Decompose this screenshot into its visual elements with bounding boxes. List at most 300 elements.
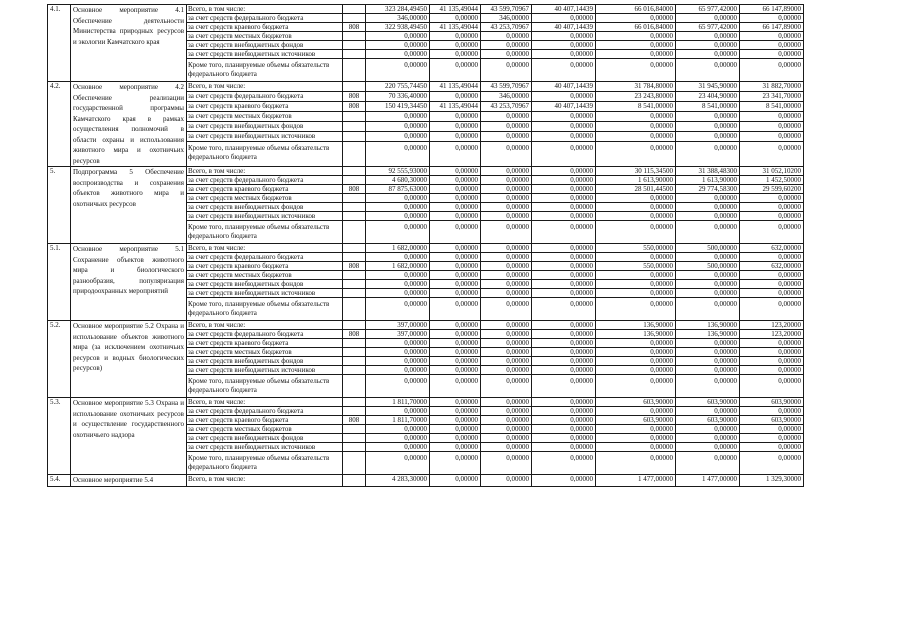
amount-cell: 0,00000 xyxy=(430,212,481,221)
amount-cell: 0,00000 xyxy=(430,176,481,185)
budget-code xyxy=(343,357,366,366)
amount-cell: 136,90000 xyxy=(676,321,740,330)
funding-source: за счет средств местных бюджетов xyxy=(187,32,343,41)
amount-cell: 603,90000 xyxy=(596,416,676,425)
budget-code xyxy=(343,121,366,131)
budget-code: 808 xyxy=(343,91,366,101)
amount-cell: 0,00000 xyxy=(430,50,481,59)
amount-cell: 0,00000 xyxy=(532,141,596,166)
amount-cell: 40 407,14439 xyxy=(532,23,596,32)
amount-cell: 0,00000 xyxy=(596,111,676,121)
measure-name: Основное мероприятие 4.2 Обеспечение реализации государственной программы Камчатского края в рамках осуществления полномочий в области охраны и использования животного мира и охотничьих ресурсов xyxy=(71,82,187,167)
amount-cell: 0,00000 xyxy=(740,366,804,375)
budget-code: 808 xyxy=(343,330,366,339)
funding-source: Кроме того, планируемые объемы обязательств федерального бюджета xyxy=(187,59,343,82)
amount-cell: 0,00000 xyxy=(676,443,740,452)
amount-cell: 0,00000 xyxy=(481,253,532,262)
amount-cell: 0,00000 xyxy=(366,434,430,443)
amount-cell: 0,00000 xyxy=(740,212,804,221)
funding-source: Кроме того, планируемые объемы обязательств федерального бюджета xyxy=(187,375,343,398)
amount-cell: 0,00000 xyxy=(430,185,481,194)
amount-cell: 0,00000 xyxy=(366,203,430,212)
amount-cell: 0,00000 xyxy=(430,244,481,253)
budget-code xyxy=(343,339,366,348)
amount-cell: 603,90000 xyxy=(676,398,740,407)
amount-cell: 0,00000 xyxy=(532,212,596,221)
amount-cell: 0,00000 xyxy=(430,59,481,82)
amount-cell: 0,00000 xyxy=(481,280,532,289)
budget-code xyxy=(343,203,366,212)
amount-cell: 0,00000 xyxy=(430,398,481,407)
funding-source: за счет средств внебюджетных фондов xyxy=(187,357,343,366)
amount-cell: 0,00000 xyxy=(481,298,532,321)
amount-cell: 500,00000 xyxy=(676,244,740,253)
amount-cell: 0,00000 xyxy=(430,416,481,425)
measure-name: Основное мероприятие 5.1 Сохранение объектов животного мира и биологического разнообразия, популяризация природоохранных мероприятий xyxy=(71,244,187,321)
funding-source: за счет средств краевого бюджета xyxy=(187,416,343,425)
amount-cell: 0,00000 xyxy=(740,434,804,443)
amount-cell: 0,00000 xyxy=(430,298,481,321)
amount-cell: 0,00000 xyxy=(740,221,804,244)
amount-cell: 500,00000 xyxy=(676,262,740,271)
amount-cell: 0,00000 xyxy=(740,32,804,41)
budget-code xyxy=(343,434,366,443)
amount-cell: 0,00000 xyxy=(532,203,596,212)
amount-cell: 0,00000 xyxy=(532,50,596,59)
amount-cell: 0,00000 xyxy=(596,425,676,434)
amount-cell: 0,00000 xyxy=(481,407,532,416)
amount-cell: 0,00000 xyxy=(430,121,481,131)
amount-cell: 123,20000 xyxy=(740,321,804,330)
amount-cell: 0,00000 xyxy=(430,321,481,330)
amount-cell: 0,00000 xyxy=(676,32,740,41)
amount-cell: 0,00000 xyxy=(481,32,532,41)
amount-cell: 66 016,84000 xyxy=(596,23,676,32)
amount-cell: 0,00000 xyxy=(532,111,596,121)
amount-cell: 0,00000 xyxy=(676,253,740,262)
amount-cell: 0,00000 xyxy=(532,398,596,407)
amount-cell: 0,00000 xyxy=(366,271,430,280)
amount-cell: 43 253,70967 xyxy=(481,23,532,32)
amount-cell: 4 680,30000 xyxy=(366,176,430,185)
amount-cell: 0,00000 xyxy=(532,434,596,443)
funding-source: Всего, в том числе: xyxy=(187,398,343,407)
amount-cell: 0,00000 xyxy=(676,348,740,357)
amount-cell: 31 052,10200 xyxy=(740,167,804,176)
amount-cell: 31 882,70000 xyxy=(740,82,804,92)
amount-cell: 0,00000 xyxy=(676,221,740,244)
amount-cell: 0,00000 xyxy=(532,452,596,475)
funding-source: за счет средств внебюджетных источников xyxy=(187,212,343,221)
amount-cell: 136,90000 xyxy=(676,330,740,339)
amount-cell: 0,00000 xyxy=(430,407,481,416)
amount-cell: 0,00000 xyxy=(481,366,532,375)
amount-cell: 0,00000 xyxy=(596,289,676,298)
budget-code xyxy=(343,348,366,357)
amount-cell: 220 755,74450 xyxy=(366,82,430,92)
amount-cell: 0,00000 xyxy=(676,121,740,131)
budget-code xyxy=(343,212,366,221)
budget-code: 808 xyxy=(343,416,366,425)
amount-cell: 0,00000 xyxy=(740,271,804,280)
budget-code xyxy=(343,131,366,141)
amount-cell: 0,00000 xyxy=(596,131,676,141)
amount-cell: 0,00000 xyxy=(430,289,481,298)
funding-source: Кроме того, планируемые объемы обязательств федерального бюджета xyxy=(187,141,343,166)
amount-cell: 0,00000 xyxy=(596,271,676,280)
funding-source: Кроме того, планируемые объемы обязательств федерального бюджета xyxy=(187,298,343,321)
amount-cell: 0,00000 xyxy=(740,443,804,452)
amount-cell: 0,00000 xyxy=(481,271,532,280)
amount-cell: 0,00000 xyxy=(481,416,532,425)
amount-cell: 0,00000 xyxy=(596,194,676,203)
amount-cell: 0,00000 xyxy=(532,298,596,321)
amount-cell: 0,00000 xyxy=(430,14,481,23)
funding-source: за счет средств местных бюджетов xyxy=(187,194,343,203)
amount-cell: 31 945,90000 xyxy=(676,82,740,92)
amount-cell: 603,90000 xyxy=(740,416,804,425)
amount-cell: 23 341,70000 xyxy=(740,91,804,101)
amount-cell: 1 613,90000 xyxy=(596,176,676,185)
amount-cell: 0,00000 xyxy=(481,425,532,434)
amount-cell: 0,00000 xyxy=(532,59,596,82)
amount-cell: 0,00000 xyxy=(430,203,481,212)
amount-cell: 0,00000 xyxy=(596,121,676,131)
amount-cell: 66 016,84000 xyxy=(596,5,676,14)
amount-cell: 0,00000 xyxy=(532,330,596,339)
funding-source: за счет средств местных бюджетов xyxy=(187,111,343,121)
amount-cell: 0,00000 xyxy=(481,167,532,176)
budget-code xyxy=(343,475,366,487)
amount-cell: 346,00000 xyxy=(366,14,430,23)
budget-code: 808 xyxy=(343,262,366,271)
amount-cell: 28 501,44500 xyxy=(596,185,676,194)
amount-cell: 0,00000 xyxy=(532,416,596,425)
amount-cell: 0,00000 xyxy=(481,203,532,212)
amount-cell: 0,00000 xyxy=(532,121,596,131)
amount-cell: 41 135,49044 xyxy=(430,82,481,92)
measure-name: Подпрограмма 5 Обеспечение воспроизводства и сохранения объектов животного мира и охотничьих ресурсов xyxy=(71,167,187,244)
amount-cell: 0,00000 xyxy=(740,41,804,50)
budget-code xyxy=(343,443,366,452)
amount-cell: 0,00000 xyxy=(481,111,532,121)
amount-cell: 0,00000 xyxy=(532,14,596,23)
row-number: 5.1. xyxy=(48,244,71,321)
amount-cell: 0,00000 xyxy=(676,375,740,398)
amount-cell: 0,00000 xyxy=(740,131,804,141)
amount-cell: 0,00000 xyxy=(532,167,596,176)
amount-cell: 0,00000 xyxy=(481,398,532,407)
budget-code xyxy=(343,398,366,407)
amount-cell: 0,00000 xyxy=(532,41,596,50)
budget-code xyxy=(343,141,366,166)
amount-cell: 0,00000 xyxy=(532,221,596,244)
amount-cell: 0,00000 xyxy=(430,32,481,41)
amount-cell: 0,00000 xyxy=(740,111,804,121)
amount-cell: 0,00000 xyxy=(740,121,804,131)
amount-cell: 0,00000 xyxy=(481,375,532,398)
amount-cell: 0,00000 xyxy=(366,425,430,434)
budget-code xyxy=(343,221,366,244)
funding-source: за счет средств внебюджетных источников xyxy=(187,50,343,59)
budget-code xyxy=(343,194,366,203)
funding-source: за счет средств федерального бюджета xyxy=(187,407,343,416)
funding-source: Всего, в том числе: xyxy=(187,5,343,14)
amount-cell: 397,00000 xyxy=(366,321,430,330)
amount-cell: 0,00000 xyxy=(596,141,676,166)
amount-cell: 0,00000 xyxy=(596,280,676,289)
amount-cell: 0,00000 xyxy=(740,298,804,321)
amount-cell: 0,00000 xyxy=(430,330,481,339)
amount-cell: 0,00000 xyxy=(481,289,532,298)
amount-cell: 550,00000 xyxy=(596,262,676,271)
amount-cell: 0,00000 xyxy=(366,366,430,375)
funding-source: за счет средств местных бюджетов xyxy=(187,271,343,280)
amount-cell: 0,00000 xyxy=(596,339,676,348)
amount-cell: 43 599,70967 xyxy=(481,5,532,14)
row-number: 5.3. xyxy=(48,398,71,475)
amount-cell: 0,00000 xyxy=(596,59,676,82)
amount-cell: 0,00000 xyxy=(366,59,430,82)
amount-cell: 0,00000 xyxy=(481,330,532,339)
amount-cell: 1 811,70000 xyxy=(366,416,430,425)
funding-source: за счет средств внебюджетных фондов xyxy=(187,203,343,212)
funding-source: за счет средств краевого бюджета xyxy=(187,339,343,348)
amount-cell: 23 404,90000 xyxy=(676,91,740,101)
amount-cell: 0,00000 xyxy=(366,375,430,398)
amount-cell: 0,00000 xyxy=(430,111,481,121)
budget-code xyxy=(343,375,366,398)
budget-code xyxy=(343,321,366,330)
amount-cell: 41 135,49044 xyxy=(430,5,481,14)
amount-cell: 0,00000 xyxy=(481,41,532,50)
amount-cell: 0,00000 xyxy=(596,14,676,23)
table-row xyxy=(48,5,804,14)
funding-source: за счет средств внебюджетных источников xyxy=(187,366,343,375)
amount-cell: 0,00000 xyxy=(740,141,804,166)
amount-cell: 0,00000 xyxy=(676,280,740,289)
amount-cell: 0,00000 xyxy=(481,50,532,59)
amount-cell: 0,00000 xyxy=(366,121,430,131)
table-row xyxy=(48,167,804,176)
amount-cell: 0,00000 xyxy=(366,280,430,289)
amount-cell: 0,00000 xyxy=(532,407,596,416)
amount-cell: 0,00000 xyxy=(366,357,430,366)
amount-cell: 0,00000 xyxy=(740,194,804,203)
budget-code xyxy=(343,82,366,92)
amount-cell: 31 388,48300 xyxy=(676,167,740,176)
amount-cell: 1 477,00000 xyxy=(596,475,676,487)
amount-cell: 0,00000 xyxy=(676,203,740,212)
amount-cell: 1 613,90000 xyxy=(676,176,740,185)
row-number: 4.2. xyxy=(48,82,71,167)
amount-cell: 0,00000 xyxy=(430,357,481,366)
amount-cell: 0,00000 xyxy=(481,221,532,244)
amount-cell: 0,00000 xyxy=(596,348,676,357)
funding-source: за счет средств федерального бюджета xyxy=(187,91,343,101)
amount-cell: 0,00000 xyxy=(481,321,532,330)
budget-code xyxy=(343,366,366,375)
funding-source: за счет средств федерального бюджета xyxy=(187,330,343,339)
amount-cell: 31 784,80000 xyxy=(596,82,676,92)
amount-cell: 0,00000 xyxy=(740,253,804,262)
amount-cell: 0,00000 xyxy=(481,262,532,271)
amount-cell: 0,00000 xyxy=(430,348,481,357)
amount-cell: 0,00000 xyxy=(481,194,532,203)
amount-cell: 0,00000 xyxy=(596,443,676,452)
amount-cell: 0,00000 xyxy=(596,366,676,375)
amount-cell: 0,00000 xyxy=(596,407,676,416)
measure-name: Основное мероприятие 5.4 xyxy=(71,475,187,487)
amount-cell: 0,00000 xyxy=(366,141,430,166)
amount-cell: 0,00000 xyxy=(740,50,804,59)
amount-cell: 0,00000 xyxy=(430,41,481,50)
amount-cell: 0,00000 xyxy=(481,452,532,475)
funding-source: за счет средств краевого бюджета xyxy=(187,23,343,32)
amount-cell: 0,00000 xyxy=(481,434,532,443)
table-row xyxy=(48,398,804,407)
amount-cell: 0,00000 xyxy=(740,375,804,398)
amount-cell: 66 147,89000 xyxy=(740,5,804,14)
budget-code xyxy=(343,167,366,176)
amount-cell: 0,00000 xyxy=(676,194,740,203)
amount-cell: 0,00000 xyxy=(481,443,532,452)
budget-code xyxy=(343,176,366,185)
amount-cell: 0,00000 xyxy=(532,425,596,434)
amount-cell: 0,00000 xyxy=(532,176,596,185)
amount-cell: 41 135,49044 xyxy=(430,23,481,32)
amount-cell: 0,00000 xyxy=(596,357,676,366)
amount-cell: 0,00000 xyxy=(740,348,804,357)
amount-cell: 65 977,42000 xyxy=(676,23,740,32)
row-number: 4.1. xyxy=(48,5,71,82)
amount-cell: 0,00000 xyxy=(430,262,481,271)
row-number: 5. xyxy=(48,167,71,244)
amount-cell: 0,00000 xyxy=(532,289,596,298)
amount-cell: 0,00000 xyxy=(676,111,740,121)
amount-cell: 0,00000 xyxy=(532,271,596,280)
amount-cell: 0,00000 xyxy=(366,50,430,59)
amount-cell: 550,00000 xyxy=(596,244,676,253)
amount-cell: 0,00000 xyxy=(430,221,481,244)
funding-source: за счет средств внебюджетных фондов xyxy=(187,41,343,50)
amount-cell: 0,00000 xyxy=(596,452,676,475)
budget-code xyxy=(343,289,366,298)
funding-source: Всего, в том числе: xyxy=(187,167,343,176)
amount-cell: 0,00000 xyxy=(596,375,676,398)
amount-cell: 0,00000 xyxy=(430,339,481,348)
budget-table xyxy=(47,4,804,487)
amount-cell: 0,00000 xyxy=(676,407,740,416)
amount-cell: 0,00000 xyxy=(366,221,430,244)
amount-cell: 0,00000 xyxy=(676,298,740,321)
amount-cell: 0,00000 xyxy=(532,375,596,398)
amount-cell: 0,00000 xyxy=(481,59,532,82)
amount-cell: 0,00000 xyxy=(532,366,596,375)
amount-cell: 0,00000 xyxy=(676,141,740,166)
amount-cell: 0,00000 xyxy=(532,348,596,357)
amount-cell: 0,00000 xyxy=(740,425,804,434)
amount-cell: 0,00000 xyxy=(676,434,740,443)
amount-cell: 0,00000 xyxy=(596,434,676,443)
amount-cell: 0,00000 xyxy=(481,212,532,221)
amount-cell: 346,00000 xyxy=(481,14,532,23)
amount-cell: 0,00000 xyxy=(740,14,804,23)
amount-cell: 0,00000 xyxy=(481,131,532,141)
amount-cell: 0,00000 xyxy=(430,271,481,280)
amount-cell: 0,00000 xyxy=(596,50,676,59)
budget-code xyxy=(343,59,366,82)
amount-cell: 87 875,63000 xyxy=(366,185,430,194)
amount-cell: 0,00000 xyxy=(430,366,481,375)
measure-name: Основное мероприятие 4.1 Обеспечение деятельности Министерства природных ресурсов и экологии Камчатского края xyxy=(71,5,187,82)
amount-cell: 0,00000 xyxy=(366,407,430,416)
amount-cell: 0,00000 xyxy=(366,212,430,221)
funding-source: Всего, в том числе: xyxy=(187,244,343,253)
budget-code xyxy=(343,14,366,23)
amount-cell: 41 135,49044 xyxy=(430,101,481,111)
table-row xyxy=(48,321,804,330)
row-number: 5.2. xyxy=(48,321,71,398)
amount-cell: 0,00000 xyxy=(366,194,430,203)
amount-cell: 0,00000 xyxy=(532,357,596,366)
amount-cell: 0,00000 xyxy=(676,50,740,59)
amount-cell: 0,00000 xyxy=(676,425,740,434)
amount-cell: 0,00000 xyxy=(740,452,804,475)
amount-cell: 323 284,49450 xyxy=(366,5,430,14)
amount-cell: 0,00000 xyxy=(430,91,481,101)
amount-cell: 0,00000 xyxy=(532,443,596,452)
funding-source: за счет средств краевого бюджета xyxy=(187,185,343,194)
measure-name: Основное мероприятие 5.2 Охрана и использование объектов животного мира (за исключением охотничьих ресурсов и водных биологических ресурсов) xyxy=(71,321,187,398)
amount-cell: 0,00000 xyxy=(740,357,804,366)
funding-source: за счет средств федерального бюджета xyxy=(187,14,343,23)
amount-cell: 0,00000 xyxy=(532,244,596,253)
amount-cell: 0,00000 xyxy=(430,141,481,166)
budget-code xyxy=(343,41,366,50)
amount-cell: 0,00000 xyxy=(430,475,481,487)
amount-cell: 322 938,49450 xyxy=(366,23,430,32)
funding-source: за счет средств краевого бюджета xyxy=(187,101,343,111)
funding-source: за счет средств внебюджетных источников xyxy=(187,443,343,452)
amount-cell: 0,00000 xyxy=(596,298,676,321)
row-number: 5.4. xyxy=(48,475,71,487)
amount-cell: 43 599,70967 xyxy=(481,82,532,92)
amount-cell: 136,90000 xyxy=(596,330,676,339)
amount-cell: 8 541,00000 xyxy=(676,101,740,111)
amount-cell: 0,00000 xyxy=(532,131,596,141)
funding-source: Всего, в том числе: xyxy=(187,82,343,92)
amount-cell: 0,00000 xyxy=(532,194,596,203)
budget-code xyxy=(343,452,366,475)
funding-source: за счет средств внебюджетных фондов xyxy=(187,121,343,131)
amount-cell: 0,00000 xyxy=(740,280,804,289)
budget-code xyxy=(343,32,366,41)
amount-cell: 0,00000 xyxy=(366,41,430,50)
measure-name: Основное мероприятие 5.3 Охрана и использование охотничьих ресурсов и осуществление государственного охотничьего надзора xyxy=(71,398,187,475)
amount-cell: 397,00000 xyxy=(366,330,430,339)
amount-cell: 150 419,34450 xyxy=(366,101,430,111)
funding-source: за счет средств краевого бюджета xyxy=(187,262,343,271)
amount-cell: 40 407,14439 xyxy=(532,82,596,92)
amount-cell: 1 329,30000 xyxy=(740,475,804,487)
amount-cell: 0,00000 xyxy=(481,357,532,366)
budget-code xyxy=(343,253,366,262)
amount-cell: 632,00000 xyxy=(740,244,804,253)
amount-cell: 0,00000 xyxy=(430,131,481,141)
amount-cell: 0,00000 xyxy=(481,475,532,487)
table-row xyxy=(48,244,804,253)
